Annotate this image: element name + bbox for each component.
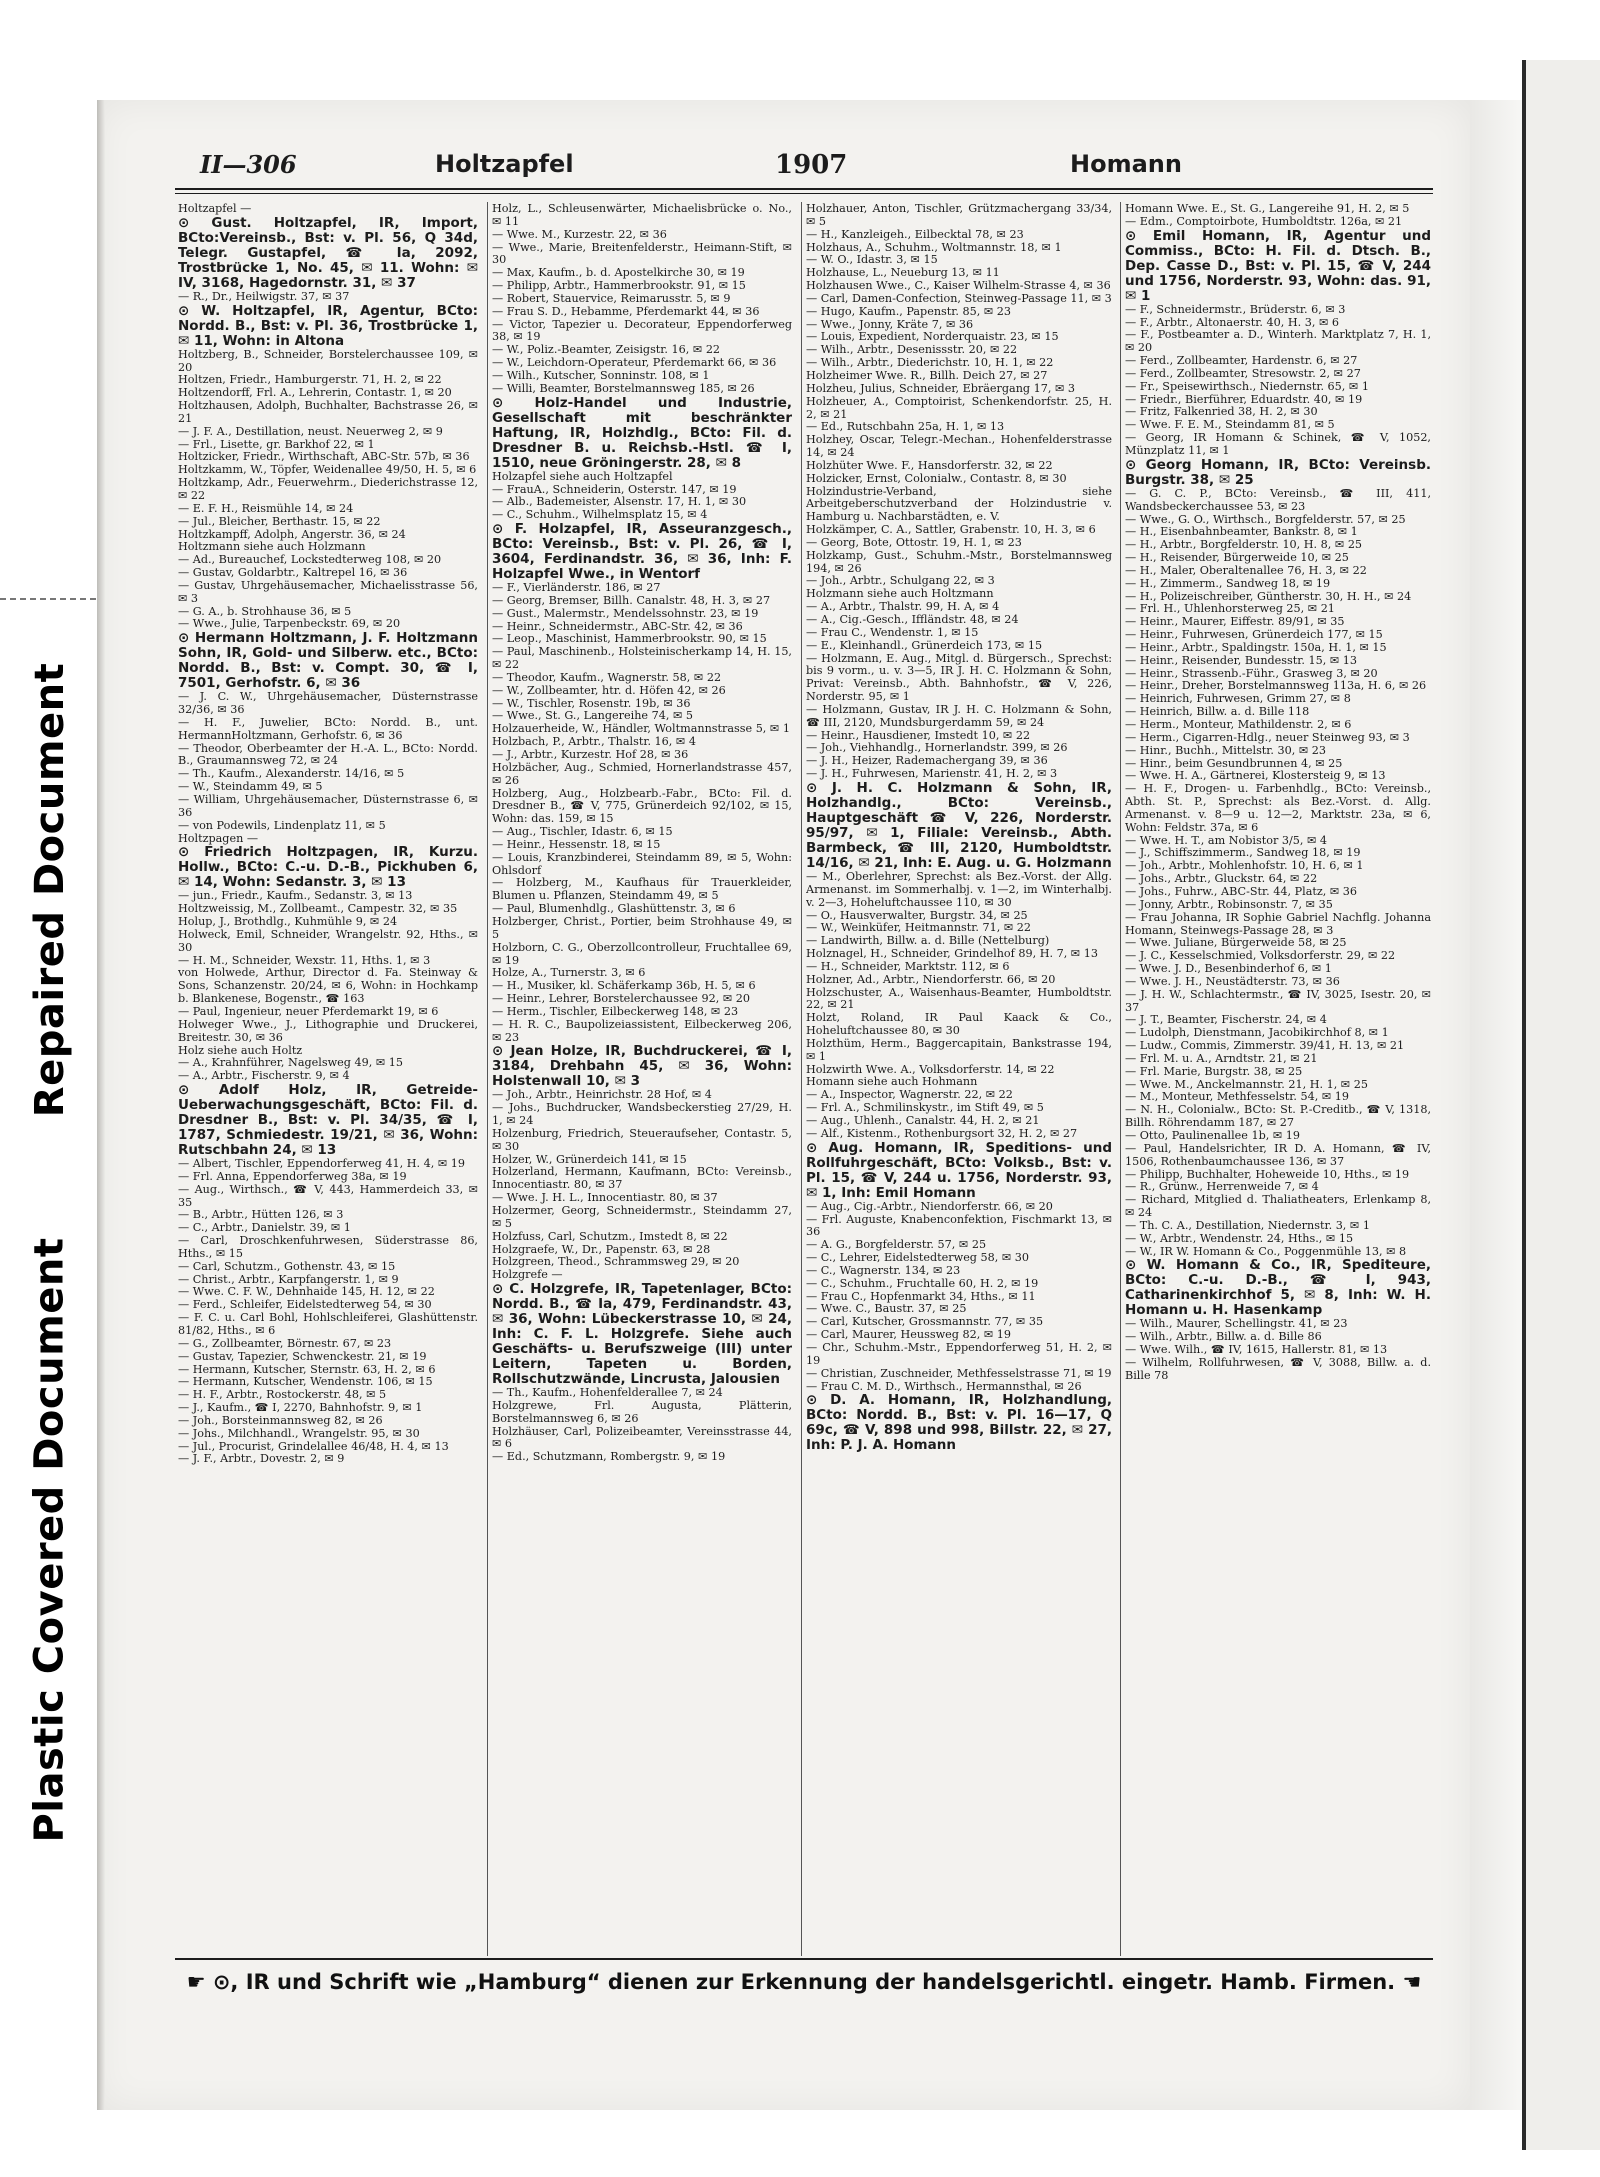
column-divider — [487, 202, 488, 1956]
directory-entry: — Joh., Arbtr., Heinrichstr. 28 Hof, ✉ 4 — [492, 1088, 712, 1102]
directory-entry: Holz siehe auch Holtz — [178, 1043, 303, 1057]
directory-entry: — Frl. M. u. A., Arndtstr. 21, ✉ 21 — [1125, 1051, 1318, 1065]
directory-entry: — G. A., b. Strohhause 36, ✉ 5 — [178, 604, 352, 618]
directory-entry: Holzer, W., Grünerdeich 141, ✉ 15 — [492, 1152, 687, 1166]
directory-entry: — Ludw., Commis, Zimmerstr. 39/41, H. 13, ✉ 21 — [1125, 1039, 1405, 1053]
directory-entry: Holtzweissig, M., Zollbeamt., Campestr. 32, ✉ 35 — [178, 902, 458, 916]
directory-entry: — H. M., Schneider, Wexstr. 11, Hths. 1, ✉ 3 — [178, 953, 431, 967]
directory-entry: — Theodor, Oberbeamter der H.-A. L., BCto: Nordd. B., Graumannsweg 72, ✉ 24 — [178, 741, 478, 768]
directory-entry: — W., Steindamm 49, ✉ 5 — [178, 780, 323, 794]
page-gutter — [1470, 100, 1522, 2110]
directory-entry: — Herm., Cigarren-Hdlg., neuer Steinweg 93, ✉ 3 — [1125, 730, 1410, 744]
directory-entry: — Th. C. A., Destillation, Niedernstr. 3, ✉ 1 — [1125, 1218, 1370, 1232]
directory-entry: Holzborn, C. G., Oberzollcontrolleur, Fruchtallee 69, ✉ 19 — [492, 940, 792, 967]
directory-entry: — Friedr., Bierführer, Eduardstr. 40, ✉ 19 — [1125, 392, 1363, 406]
directory-entry: — Holzberg, M., Kaufhaus für Trauerkleider, Blumen u. Pflanzen, Steindamm 49, ✉ 5 — [492, 876, 792, 903]
directory-entry: — R., Grünw., Herrenweide 7, ✉ 4 — [1125, 1180, 1319, 1194]
directory-entry: — H. F., Drogen- u. Farbenhdlg., BCto: Vereinsb., Abth. St. P., Sprechst: als Bez.-Vorst. d. Allg. Armenanst. v. 8—9 u. 12—2, Marktstr. 23a, ✉ 6, Wohn: Feldstr. 37a, ✉ 6 — [1125, 782, 1431, 834]
directory-column-3 — [806, 203, 1112, 1955]
directory-entry: — Frau C., Wendenstr. 1, ✉ 15 — [806, 625, 979, 639]
directory-entry: Holznagel, H., Schneider, Grindelhof 89, H. 7, ✉ 13 — [806, 947, 1098, 961]
directory-entry: — E. F. H., Reismühle 14, ✉ 24 — [178, 501, 354, 515]
directory-entry: — Christ., Arbtr., Karpfangerstr. 1, ✉ 9 — [178, 1272, 399, 1286]
directory-entry: — Paul, Handelsrichter, IR D. A. Homann, ☎ IV, 1506, Rothenbaumchaussee 136, ✉ 37 — [1125, 1141, 1431, 1168]
directory-entry: — Wwe., St. G., Langereihe 74, ✉ 5 — [492, 709, 693, 723]
page-number: II—306 — [200, 150, 297, 179]
directory-entry: — Heinr., Reisender, Bundesstr. 15, ✉ 13 — [1125, 653, 1358, 667]
directory-entry: Holtzapfel — — [178, 203, 252, 215]
directory-entry: Holzerland, Hermann, Kaufmann, BCto: Vereinsb., Innocentiastr. 80, ✉ 37 — [492, 1165, 792, 1192]
directory-entry: — J. F. A., Destillation, neust. Neuerweg 2, ✉ 9 — [178, 424, 443, 438]
directory-entry: — H., Kanzleigeh., Eilbecktal 78, ✉ 23 — [806, 227, 1024, 241]
directory-column-4 — [1125, 203, 1431, 1955]
directory-entry: — W., Weinküfer, Heitmannstr. 71, ✉ 22 — [806, 921, 1032, 935]
directory-entry: — Aug., Wirthsch., ☎ V, 443, Hammerdeich 33, ✉ 35 — [178, 1182, 478, 1209]
directory-entry: Holz, L., Schleusenwärter, Michaelisbrücke o. No., ✉ 11 — [492, 203, 792, 228]
directory-entry: — Aug., Cig.-Arbtr., Niendorferstr. 66, ✉ 20 — [806, 1199, 1053, 1213]
directory-entry: — Theodor, Kaufm., Wagnerstr. 58, ✉ 22 — [492, 670, 722, 684]
directory-entry: Holzheu, Julius, Schneider, Ebräergang 17, ✉ 3 — [806, 381, 1076, 395]
directory-entry: — Heinr., Maurer, Eiffestr. 89/91, ✉ 35 — [1125, 615, 1345, 629]
directory-column-1 — [178, 203, 478, 1955]
directory-entry: Holzhause, L., Neueburg 13, ✉ 11 — [806, 266, 1000, 280]
directory-entry: — Ed., Rutschbahn 25a, H. 1, ✉ 13 — [806, 420, 1005, 434]
directory-entry: — J. C. W., Uhrgehäusemacher, Düsternstrasse 32/36, ✉ 36 — [178, 690, 478, 717]
directory-entry: ⊙ J. H. C. Holzmann & Sohn, IR, Holzhandlg., BCto: Vereinsb., Hauptgeschäft ☎ V, 226, Norderstr. 95/97, ✉ 1, Filiale: Vereinsb., Abth. Barmbeck, ☎ III, 2120, Humboldtstr. 14/16, ✉ 21, Inh: E. Aug. u. G. Holzmann — [806, 779, 1112, 871]
directory-entry: — A., Arbtr., Fischerstr. 9, ✉ 4 — [178, 1069, 350, 1083]
dashed-marker — [0, 598, 96, 600]
directory-entry: — Frl. Auguste, Knabenconfektion, Fischmarkt 13, ✉ 36 — [806, 1212, 1112, 1239]
year: 1907 — [775, 150, 848, 180]
directory-entry: — jun., Friedr., Kaufm., Sedanstr. 3, ✉ 13 — [178, 889, 413, 903]
directory-entry: Holzgreen, Theod., Schrammsweg 29, ✉ 20 — [492, 1255, 740, 1269]
directory-entry: — Wilhelm, Rollfuhrwesen, ☎ V, 3088, Billw. a. d. Bille 78 — [1125, 1355, 1431, 1382]
directory-entry: — Gustav, Tapezier, Schwenckestr. 21, ✉ 19 — [178, 1349, 427, 1363]
directory-entry: — H., Reisender, Bürgerweide 10, ✉ 25 — [1125, 551, 1349, 565]
directory-entry: Holzhey, Oscar, Telegr.-Mechan., Hohenfelderstrasse 14, ✉ 24 — [806, 433, 1112, 460]
directory-entry: — Carl, Maurer, Heussweg 82, ✉ 19 — [806, 1328, 1012, 1342]
directory-entry: — Ferd., Schleifer, Eidelstedterweg 54, ✉ 30 — [178, 1298, 432, 1312]
directory-entry: — C., Lehrer, Eidelstedterweg 58, ✉ 30 — [806, 1251, 1030, 1265]
directory-entry: Holzenburg, Friedrich, Steueraufseher, Contastr. 5, ✉ 30 — [492, 1126, 792, 1153]
plastic-covered-text: Plastic Covered Document — [27, 1237, 73, 1843]
directory-entry: Holtzmann siehe auch Holzmann — [178, 540, 366, 554]
column-divider — [801, 202, 802, 1956]
directory-entry: — Heinr., Strassenb.-Führ., Grasweg 3, ✉ 20 — [1125, 666, 1378, 680]
directory-entry: — F., Arbtr., Altonaerstr. 40, H. 3, ✉ 6 — [1125, 315, 1339, 329]
directory-entry: — Heinrich, Fuhrwesen, Grimm 27, ✉ 8 — [1125, 692, 1351, 706]
repaired-document-text: Repaired Document — [27, 662, 73, 1118]
directory-entry: — Wilh., Kutscher, Sonninstr. 108, ✉ 1 — [492, 368, 710, 382]
directory-entry: Holtzhausen, Adolph, Buchhalter, Bachstrasse 26, ✉ 21 — [178, 399, 478, 425]
directory-entry: — Frau C. M. D., Wirthsch., Hermannsthal, ✉ 26 — [806, 1379, 1082, 1393]
directory-entry: — W., Tischler, Rosenstr. 19b, ✉ 36 — [492, 696, 691, 710]
directory-entry: — H., Zimmerm., Sandweg 18, ✉ 19 — [1125, 576, 1331, 590]
directory-entry: ⊙ D. A. Homann, IR, Holzhandlung, BCto: Nordd. B., Bst: v. Pl. 16—17, Q 69c, ☎ V, 898 und 998, Billstr. 22, ✉ 27, Inh: P. J. A. Homann — [806, 1392, 1112, 1454]
directory-entry: — H., Arbtr., Borgfelderstr. 10, H. 8, ✉ 25 — [1125, 538, 1363, 552]
directory-entry: — Fritz, Falkenried 38, H. 2, ✉ 30 — [1125, 405, 1318, 419]
directory-entry: Holze, A., Turnerstr. 3, ✉ 6 — [492, 966, 646, 980]
directory-entry: — Heinrich, Billw. a. d. Bille 118 — [1125, 705, 1310, 719]
directory-entry: — C., Schuhm., Wilhelmsplatz 15, ✉ 4 — [492, 508, 708, 522]
directory-entry: ⊙ Adolf Holz, IR, Getreide-Ueberwachungsgeschäft, BCto: Fil. d. Dresdner B., Bst: v. Pl. 34/35, ☎ I, 1787, Schmiedestr. 19/21, ✉ 36, Wohn: Rutschbahn 24, ✉ 13 — [178, 1082, 478, 1159]
directory-entry: — Christian, Zuschneider, Methfesselstrasse 71, ✉ 19 — [806, 1366, 1112, 1380]
column-divider — [1120, 202, 1121, 1956]
directory-entry: — Joh., Viehhandlg., Hornerlandstr. 399, ✉ 26 — [806, 741, 1068, 755]
directory-entry: — William, Uhrgehäusemacher, Düsternstrasse 6, ✉ 36 — [178, 793, 478, 819]
directory-entry: Holtzkamp, Adr., Feuerwehrm., Diederichstrasse 12, ✉ 22 — [178, 476, 478, 502]
directory-entry: — Wwe., G. O., Wirthsch., Borgfelderstr. 57, ✉ 25 — [1125, 512, 1406, 526]
directory-entry: Holzfuss, Carl, Schutzm., Imstedt 8, ✉ 22 — [492, 1229, 728, 1243]
directory-entry: — Heinr., Arbtr., Spaldingstr. 150a, H. 1, ✉ 15 — [1125, 640, 1387, 654]
directory-entry: ⊙ Holz-Handel und Industrie, Gesellschaft mit beschränkter Haftung, IR, Holzhdlg., BCto: Fil. d. Dresdner B. u. Reichsb.-Hstl. ☎ I, 1510, neue Gröningerstr. 28, ✉ 8 — [492, 394, 792, 471]
directory-entry: — Heinr., Hausdiener, Imstedt 10, ✉ 22 — [806, 728, 1031, 742]
directory-entry: — Georg, IR Homann & Schinek, ☎ V, 1052, Münzplatz 11, ✉ 1 — [1125, 431, 1431, 457]
directory-entry: Holweck, Emil, Schneider, Wrangelstr. 92, Hths., ✉ 30 — [178, 927, 478, 954]
directory-entry: — Holzmann, Gustav, IR J. H. C. Holzmann & Sohn, ☎ III, 2120, Mundsburgerdamm 59, ✉ 24 — [806, 702, 1112, 729]
directory-entry: — Chr., Schuhm.-Mstr., Eppendorferweg 51, H. 2, ✉ 19 — [806, 1340, 1112, 1367]
directory-entry: — Frau Johanna, IR Sophie Gabriel Nachflg. Johanna Homann, Steinwegs-Passage 28, ✉ 3 — [1125, 910, 1431, 937]
directory-entry: — Hinr., beim Gesundbrunnen 4, ✉ 25 — [1125, 756, 1343, 770]
directory-entry: — H., Schneider, Marktstr. 112, ✉ 6 — [806, 959, 1010, 973]
directory-entry: — Philipp, Arbtr., Hammerbrookstr. 91, ✉ 15 — [492, 279, 746, 293]
directory-entry: Holzauerheide, W., Händler, Woltmannstrasse 5, ✉ 1 — [492, 722, 790, 736]
directory-entry: — A., Cig.-Gesch., Iffländstr. 48, ✉ 24 — [806, 613, 1019, 626]
directory-entry: — Gustav, Goldarbtr., Kaltrepel 16, ✉ 36 — [178, 566, 408, 580]
directory-entry: — Frau C., Hopfenmarkt 34, Hths., ✉ 11 — [806, 1289, 1036, 1303]
directory-entry: — Hermann, Kutscher, Wendenstr. 106, ✉ 15 — [178, 1375, 433, 1389]
directory-entry: — Hugo, Kaufm., Papenstr. 85, ✉ 23 — [806, 304, 1012, 318]
directory-entry: — Leop., Maschinist, Hammerbrookstr. 90, ✉ 15 — [492, 632, 767, 646]
directory-entry: — Ludolph, Dienstmann, Jacobikirchhof 8, ✉ 1 — [1125, 1026, 1389, 1040]
directory-entry: — J., Arbtr., Kurzestr. Hof 28, ✉ 36 — [492, 748, 689, 761]
directory-entry: — Th., Kaufm., Alexanderstr. 14/16, ✉ 5 — [178, 767, 405, 781]
directory-entry: — C., Wagnerstr. 134, ✉ 23 — [806, 1263, 961, 1277]
adjacent-page-edge — [1522, 60, 1600, 2150]
directory-entry: — A., Inspector, Wagnerstr. 22, ✉ 22 — [806, 1088, 1013, 1102]
directory-entry: Homann siehe auch Hohmann — [806, 1075, 978, 1089]
directory-entry: — A. G., Borgfelderstr. 57, ✉ 25 — [806, 1238, 987, 1252]
directory-entry: Holtzen, Friedr., Hamburgerstr. 71, H. 2, ✉ 22 — [178, 373, 442, 387]
directory-entry: Holzgraefe, W., Dr., Papenstr. 63, ✉ 28 — [492, 1242, 711, 1256]
directory-entry: — Georg, Bote, Ottostr. 19, H. 1, ✉ 23 — [806, 535, 1022, 549]
directory-entry: Holzthüm, Herm., Baggercapitain, Bankstrasse 194, ✉ 1 — [806, 1036, 1112, 1063]
directory-entry: — Paul, Ingenieur, neuer Pferdemarkt 19, ✉ 6 — [178, 1004, 439, 1018]
directory-entry: — Richard, Mitglied d. Thaliatheaters, Erlenkamp 8, ✉ 24 — [1125, 1193, 1431, 1220]
directory-entry: — Wwe. M., Anckelmannstr. 21, H. 1, ✉ 25 — [1125, 1077, 1368, 1091]
directory-entry: — C., Arbtr., Danielstr. 39, ✉ 1 — [178, 1221, 351, 1235]
directory-entry: — Frl. Anna, Eppendorferweg 38a, ✉ 19 — [178, 1169, 407, 1183]
directory-entry: — N. H., Colonialw., BCto: St. P.-Creditb., ☎ V, 1318, Billh. Röhrendamm 187, ✉ 27 — [1125, 1103, 1431, 1130]
directory-entry: — H., Musiker, kl. Schäferkamp 36b, H. 5, ✉ 6 — [492, 979, 756, 993]
directory-entry: — Herm., Tischler, Eilbeckerweg 148, ✉ 23 — [492, 1004, 739, 1018]
directory-entry: — Landwirth, Billw. a. d. Bille (Nettelburg) — [806, 934, 1050, 948]
directory-entry: ⊙ Georg Homann, IR, BCto: Vereinsb. Burgstr. 38, ✉ 25 — [1125, 456, 1431, 488]
directory-entry: — Heinr., Fuhrwesen, Grünerdeich 177, ✉ 15 — [1125, 628, 1383, 642]
directory-entry: — Ad., Bureauchef, Lockstedterweg 108, ✉ 20 — [178, 553, 442, 567]
directory-entry: — W., Arbtr., Wendenstr. 24, Hths., ✉ 15 — [1125, 1231, 1354, 1245]
directory-entry: — W. O., Idastr. 3, ✉ 15 — [806, 253, 938, 267]
directory-entry: — Heinr., Hessenstr. 18, ✉ 15 — [492, 837, 661, 851]
directory-entry: Holzicker, Ernst, Colonialw., Contastr. 8, ✉ 30 — [806, 471, 1067, 485]
directory-entry: — Jul., Procurist, Grindelallee 46/48, H. 4, ✉ 13 — [178, 1439, 449, 1453]
directory-entry: — R., Dr., Heilwigstr. 37, ✉ 37 — [178, 289, 350, 303]
directory-entry: — H. F., Arbtr., Rostockerstr. 48, ✉ 5 — [178, 1388, 387, 1402]
directory-entry: — W., Zollbeamter, htr. d. Höfen 42, ✉ 26 — [492, 683, 726, 697]
directory-entry: Holtzkampff, Adolph, Angerstr. 36, ✉ 24 — [178, 527, 406, 541]
directory-entry: — H., Polizeischreiber, Güntherstr. 30, H. H., ✉ 24 — [1125, 589, 1412, 603]
directory-entry: Holzapfel siehe auch Holtzapfel — [492, 469, 673, 483]
directory-entry: Holtzicker, Friedr., Wirthschaft, ABC-Str. 57b, ✉ 36 — [178, 450, 470, 464]
directory-entry: — Georg, Bremser, Billh. Canalstr. 48, H. 3, ✉ 27 — [492, 593, 771, 607]
directory-entry: — Wwe., Marie, Breitenfelderstr., Heimann-Stift, ✉ 30 — [492, 240, 792, 267]
directory-entry: — A., Arbtr., Thalstr. 99, H. A, ✉ 4 — [806, 600, 1000, 614]
directory-entry: — J., Schiffszimmerm., Sandweg 18, ✉ 19 — [1125, 846, 1361, 860]
header-rule-thin — [175, 193, 1433, 194]
directory-entry: — H., Maler, Oberaltenallee 76, H. 3, ✉ 22 — [1125, 563, 1367, 577]
directory-entry: — Ferd., Zollbeamter, Stresowstr. 2, ✉ 27 — [1125, 366, 1361, 380]
directory-entry: Holzhauer, Anton, Tischler, Grützmachergang 33/34, ✉ 5 — [806, 203, 1112, 228]
directory-entry: — H. R. C., Baupolizeiassistent, Eilbeckerweg 206, ✉ 23 — [492, 1017, 792, 1044]
directory-entry: — J. H., Fuhrwesen, Marienstr. 41, H. 2, ✉ 3 — [806, 767, 1058, 781]
page-header — [200, 150, 1430, 184]
directory-entry: Holzhäuser, Carl, Polizeibeamter, Vereinsstrasse 44, ✉ 6 — [492, 1424, 792, 1451]
directory-entry: — Johs., Buchdrucker, Wandsbeckerstieg 27/29, H. 1, ✉ 24 — [492, 1101, 792, 1128]
directory-entry: — H., Eisenbahnbeamter, Bankstr. 8, ✉ 1 — [1125, 525, 1358, 539]
directory-entry: — Wilh., Maurer, Schellingstr. 41, ✉ 23 — [1125, 1317, 1348, 1331]
directory-entry: Holzheimer Wwe. R., Billh. Deich 27, ✉ 27 — [806, 368, 1048, 382]
directory-entry: — Johs., Arbtr., Gluckstr. 64, ✉ 22 — [1125, 872, 1318, 886]
directory-entry: — Paul, Blumenhdlg., Glashüttenstr. 3, ✉ 6 — [492, 902, 736, 916]
directory-entry: — F., Vierländerstr. 186, ✉ 27 — [492, 581, 661, 595]
directory-entry: — Wwe. F. E. M., Steindamm 81, ✉ 5 — [1125, 418, 1335, 432]
directory-entry: — Victor, Tapezier u. Decorateur, Eppendorferweg 38, ✉ 19 — [492, 317, 792, 344]
directory-entry: Holzbach, P., Arbtr., Thalstr. 16, ✉ 4 — [492, 735, 696, 749]
directory-entry: — J. C., Kesselschmied, Volksdorferstr. 29, ✉ 22 — [1125, 949, 1396, 963]
directory-entry: — C., Schuhm., Fruchtalle 60, H. 2, ✉ 19 — [806, 1276, 1039, 1290]
directory-entry: — Aug., Tischler, Idastr. 6, ✉ 15 — [492, 825, 673, 839]
directory-entry: Holweger Wwe., J., Lithographie und Druckerei, Breitestr. 30, ✉ 36 — [178, 1017, 478, 1044]
directory-entry: — F. C. u. Carl Bohl, Hohlschleiferei, Glashüttenstr. 81/82, Hths., ✉ 6 — [178, 1311, 478, 1337]
directory-entry: — Frl., Lisette, gr. Barkhof 22, ✉ 1 — [178, 437, 375, 451]
directory-entry: — Wwe. M., Kurzestr. 22, ✉ 36 — [492, 227, 667, 241]
directory-entry: — Frl. H., Uhlenhorsterweg 25, ✉ 21 — [1125, 602, 1335, 616]
directory-entry: ⊙ C. Holzgrefe, IR, Tapetenlager, BCto: Nordd. B., ☎ Ia, 479, Ferdinandstr. 43, ✉ 36, Wohn: Lübeckerstrasse 10, ✉ 24, Inh: C. F. L. Holzgrefe. Siehe auch Geschäfts- u. Berufszweige (III) unter Leitern, Tapeten u. Borden, Rollschutzwände, Lincrusta, Jalousien — [492, 1281, 792, 1388]
directory-entry: — G. C. P., BCto: Vereinsb., ☎ III, 411, Wandsbeckerchaussee 53, ✉ 23 — [1125, 486, 1431, 513]
directory-entry: — Wwe., Jonny, Kräte 7, ✉ 36 — [806, 317, 974, 331]
directory-entry: — Carl, Droschkenfuhrwesen, Süderstrasse 86, Hths., ✉ 15 — [178, 1234, 478, 1260]
footer-rule — [175, 1958, 1433, 1960]
directory-entry: — W., Leichdorn-Operateur, Pferdemarkt 66, ✉ 36 — [492, 356, 777, 370]
directory-entry: ⊙ W. Holtzapfel, IR, Agentur, BCto: Nordd. B., Bst: v. Pl. 36, Trostbrücke 1, ✉ 11, Wohn: in Altona — [178, 302, 478, 349]
directory-entry: Holzermer, Georg, Schneidermstr., Steindamm 27, ✉ 5 — [492, 1204, 792, 1230]
directory-entry: Holtzkamm, W., Töpfer, Weidenallee 49/50, H. 5, ✉ 6 — [178, 463, 477, 477]
directory-entry: — Jul., Bleicher, Berthastr. 15, ✉ 22 — [178, 514, 381, 528]
directory-entry: — A., Krahnführer, Nagelsweg 49, ✉ 15 — [178, 1056, 404, 1070]
directory-entry: — Alf., Kistenm., Rothenburgsort 32, H. 2, ✉ 27 — [806, 1126, 1078, 1140]
first-catchword: Holtzapfel — [435, 150, 574, 178]
directory-entry: Holzkamp, Gust., Schuhm.-Mstr., Borstelmannsweg 194, ✉ 26 — [806, 548, 1112, 575]
directory-entry: — F., Postbeamter a. D., Winterh. Marktplatz 7, H. 1, ✉ 20 — [1125, 328, 1431, 355]
directory-entry: — Carl, Kutscher, Grossmannstr. 77, ✉ 35 — [806, 1315, 1044, 1329]
repaired-document-label — [0, 540, 100, 1240]
directory-entry: — von Podewils, Lindenplatz 11, ✉ 5 — [178, 818, 386, 832]
directory-entry: — O., Hausverwalter, Burgstr. 34, ✉ 25 — [806, 908, 1028, 922]
directory-entry: — Heinr., Lehrer, Borstelerchaussee 92, ✉ 20 — [492, 992, 750, 1006]
directory-entry: Holtzendorff, Frl. A., Lehrerin, Contastr. 1, ✉ 20 — [178, 386, 452, 400]
directory-entry: — Wwe. J. D., Besenbinderhof 6, ✉ 1 — [1125, 962, 1332, 976]
directory-entry: von Holwede, Arthur, Director d. Fa. Steinway & Sons, Schanzenstr. 20/24, ✉ 6, Wohn: in Hochkamp b. Blankenese, Bogenstr., ☎ 163 — [178, 966, 478, 1006]
directory-entry: ⊙ Friedrich Holtzpagen, IR, Kurzu. Hollw., BCto: C.-u. D.-B., Pickhuben 6, ✉ 14, Wohn: Sedanstr. 3, ✉ 13 — [178, 844, 478, 891]
directory-entry: — M., Monteur, Methfesselstr. 54, ✉ 19 — [1125, 1090, 1350, 1104]
directory-entry: — Gust., Malermstr., Mendelssohnstr. 23, ✉ 19 — [492, 606, 759, 620]
directory-entry: — Wwe. H. A., Gärtnerei, Klostersteig 9, ✉ 13 — [1125, 769, 1386, 783]
directory-entry: — Jonny, Arbtr., Robinsonstr. 7, ✉ 35 — [1125, 897, 1333, 911]
directory-entry: — Aug., Uhlenh., Canalstr. 44, H. 2, ✉ 21 — [806, 1114, 1040, 1127]
directory-entry: — Joh., Arbtr., Mohlenhofstr. 10, H. 6, ✉ 1 — [1125, 859, 1364, 873]
directory-entry: — Wwe., Julie, Tarpenbeckstr. 69, ✉ 20 — [178, 617, 401, 631]
directory-entry: — Fr., Speisewirthsch., Niedernstr. 65, ✉ 1 — [1125, 379, 1369, 393]
directory-entry: ⊙ Aug. Homann, IR, Speditions- und Rollfuhrgeschäft, BCto: Volksb., Bst: v. Pl. 15, ☎ V, 244 u. 1756, Norderstr. 93, ✉ 1, Inh: Emil Homann — [806, 1139, 1112, 1201]
directory-entry: Homann Wwe. E., St. G., Langereihe 91, H. 2, ✉ 5 — [1125, 203, 1410, 215]
directory-entry: — Willi, Beamter, Borstelmannsweg 185, ✉ 26 — [492, 381, 755, 395]
directory-entry: — J. T., Beamter, Fischerstr. 24, ✉ 4 — [1125, 1013, 1327, 1027]
directory-column-2 — [492, 203, 792, 1955]
directory-entry: Holzmann siehe auch Holtzmann — [806, 587, 994, 601]
directory-entry: ⊙ Emil Homann, IR, Agentur und Commiss., BCto: H. Fil. d. Dtsch. B., Dep. Casse D., Bst: v. Pl. 15, ☎ V, 244 und 1756, Norderstr. 93, Wohn: das. 91, ✉ 1 — [1125, 227, 1431, 304]
directory-entry: Holzkämper, C. A., Sattler, Grabenstr. 10, H. 3, ✉ 6 — [806, 523, 1096, 537]
directory-entry: — Th., Kaufm., Hohenfelderallee 7, ✉ 24 — [492, 1386, 723, 1400]
directory-entry: — E., Kleinhandl., Grünerdeich 173, ✉ 15 — [806, 638, 1043, 652]
directory-entry: Holzschuster, A., Waisenhaus-Beamter, Humboldtstr. 22, ✉ 21 — [806, 985, 1112, 1012]
directory-entry: — Johs., Milchhandl., Wrangelstr. 95, ✉ 30 — [178, 1426, 420, 1440]
directory-entry: — W., IR W. Homann & Co., Poggenmühle 13, ✉ 8 — [1125, 1244, 1407, 1258]
directory-entry: — Wilh., Arbtr., Desenissstr. 20, ✉ 22 — [806, 343, 1018, 357]
directory-entry: — Hinr., Buchh., Mittelstr. 30, ✉ 23 — [1125, 743, 1327, 757]
directory-entry: — Heinr., Schneidermstr., ABC-Str. 42, ✉ 36 — [492, 619, 743, 633]
directory-entry: Holzt, Roland, IR Paul Kaack & Co., Hoheluftchaussee 80, ✉ 30 — [806, 1011, 1112, 1038]
directory-entry: — J. H. W., Schlachtermstr., ☎ IV, 3025, Isestr. 20, ✉ 37 — [1125, 987, 1431, 1014]
directory-entry: — Wwe. C. F. W., Dehnhaide 145, H. 12, ✉ 22 — [178, 1285, 435, 1299]
header-rule — [175, 188, 1433, 190]
directory-entry: Holzhüter Wwe. F., Hansdorferstr. 32, ✉ 22 — [806, 458, 1053, 472]
directory-entry: Holtzpagen — — [178, 831, 259, 845]
directory-entry: Holzberg, Aug., Holzbearb.-Fabr., BCto: Fil. d. Dresdner B., ☎ V, 775, Grünerdeich 92/102, ✉ 15, Wohn: das. 159, ✉ 15 — [492, 786, 792, 826]
directory-entry: — Philipp, Buchhalter, Hoheweide 10, Hths., ✉ 19 — [1125, 1167, 1410, 1181]
directory-entry: — Albert, Tischler, Eppendorferweg 41, H. 4, ✉ 19 — [178, 1157, 466, 1171]
directory-entry: — Ferd., Zollbeamter, Hardenstr. 6, ✉ 27 — [1125, 354, 1358, 368]
directory-entry: Holzgrewe, Frl. Augusta, Plätterin, Borstelmannsweg 6, ✉ 26 — [492, 1398, 792, 1425]
directory-entry: — Frl. Marie, Burgstr. 38, ✉ 25 — [1125, 1064, 1303, 1078]
directory-entry: — Heinr., Dreher, Borstelmannsweg 113a, H. 6, ✉ 26 — [1125, 679, 1427, 693]
directory-entry: — Wwe. H. T., am Nobistor 3/5, ✉ 4 — [1125, 833, 1328, 847]
directory-entry: ⊙ Gust. Holtzapfel, IR, Import, BCto:Vereinsb., Bst: v. Pl. 56, Q 34d, Telegr. Gustapfel, ☎ Ia, 2092, Trostbrücke 1, No. 45, ✉ 11. Wohn: ✉ IV, 3168, Hagedornstr. 31, ✉ 37 — [178, 214, 478, 291]
directory-entry: — M., Oberlehrer, Sprechst: als Bez.-Vorst. der Allg. Armenanst. im Sommerhalbj. v. 1—2, im Winterhalbj. v. 2—3, Hoheluftchaussee 110, ✉ 30 — [806, 869, 1112, 909]
directory-entry: Holtzberg, B., Schneider, Borstelerchaussee 109, ✉ 20 — [178, 347, 478, 374]
directory-entry: Holzberger, Christ., Portier, beim Strohhause 49, ✉ 5 — [492, 914, 792, 941]
directory-entry: — J. H., Heizer, Rademachergang 39, ✉ 36 — [806, 754, 1048, 768]
directory-entry: — Paul, Maschinenb., Holsteinischerkamp 14, H. 15, ✉ 22 — [492, 645, 792, 672]
directory-entry: — Edm., Comptoirbote, Humboldtstr. 126a, ✉ 21 — [1125, 214, 1403, 228]
directory-entry: — Wwe. J. H. L., Innocentiastr. 80, ✉ 37 — [492, 1191, 718, 1205]
directory-entry: Holzner, Ad., Arbtr., Niendorferstr. 66, ✉ 20 — [806, 972, 1056, 986]
directory-entry: — Wwe. Juliane, Bürgerweide 58, ✉ 25 — [1125, 936, 1347, 950]
directory-entry: — Frl. A., Schmilinskystr., im Stift 49, ✉ 5 — [806, 1101, 1044, 1115]
plastic-covered-label — [0, 1230, 100, 1850]
directory-entry: ⊙ Jean Holze, IR, Buchdruckerei, ☎ I, 3184, Drehbahn 45, ✉ 36, Wohn: Holstenwall 10, ✉ 3 — [492, 1043, 792, 1090]
directory-entry: — Wilh., Arbtr., Diederichstr. 10, H. 1, ✉ 22 — [806, 356, 1054, 370]
directory-entry: Holzbächer, Aug., Schmied, Hornerlandstrasse 457, ✉ 26 — [492, 760, 792, 787]
directory-entry: — G., Zollbeamter, Börnestr. 67, ✉ 23 — [178, 1336, 392, 1350]
directory-entry: — Johs., Fuhrw., ABC-Str. 44, Platz, ✉ 36 — [1125, 884, 1358, 898]
directory-entry: — Carl, Damen-Confection, Steinweg-Passage 11, ✉ 3 — [806, 291, 1112, 305]
directory-entry: — W., Poliz.-Beamter, Zeisigstr. 16, ✉ 22 — [492, 343, 721, 357]
directory-entry: Holzheuer, A., Comptoirist, Schenkendorfstr. 25, H. 2, ✉ 21 — [806, 394, 1112, 421]
directory-entry: — H. F., Juwelier, BCto: Nordd. B., unt. HermannHoltzmann, Gerhofstr. 6, ✉ 36 — [178, 715, 478, 742]
directory-entry: — J. F., Arbtr., Dovestr. 2, ✉ 9 — [178, 1452, 345, 1466]
directory-entry: Holzhaus, A., Schuhm., Woltmannstr. 18, ✉ 1 — [806, 240, 1062, 254]
last-catchword: Homann — [1070, 150, 1182, 178]
directory-entry: ⊙ Hermann Holtzmann, J. F. Holtzmann Sohn, IR, Gold- und Silberw. etc., BCto: Nordd. B., Bst: v. Compt. 30, ☎ I, 7501, Gerhofstr. 6, ✉ 36 — [178, 630, 478, 692]
directory-entry: — Alb., Bademeister, Alsenstr. 17, H. 1, ✉ 30 — [492, 495, 747, 509]
directory-entry: — J., Kaufm., ☎ I, 2270, Bahnhofstr. 9, ✉ 1 — [178, 1401, 423, 1415]
directory-entry: — Herm., Monteur, Mathildenstr. 2, ✉ 6 — [1125, 718, 1352, 731]
directory-entry: — B., Arbtr., Hütten 126, ✉ 3 — [178, 1208, 344, 1222]
directory-entry: — Ed., Schutzmann, Rombergstr. 9, ✉ 19 — [492, 1450, 726, 1464]
directory-entry: — Wwe. J. H., Neustädterstr. 73, ✉ 36 — [1125, 974, 1340, 988]
directory-entry: Holzgrefe — — [492, 1268, 563, 1282]
directory-entry: Holzindustrie-Verband, siehe Arbeitgeberschutzverband der Holzindustrie v. Hamburg u. Nachbarstädten, e. V. — [806, 484, 1112, 524]
directory-entry: Holup, J., Brothdlg., Kuhmühle 9, ✉ 24 — [178, 915, 398, 929]
directory-entry: — Louis, Expedient, Norderquaistr. 23, ✉ 15 — [806, 330, 1059, 344]
directory-entry: — Otto, Paulinenallee 1b, ✉ 19 — [1125, 1129, 1301, 1142]
directory-entry: Holzwirth Wwe. A., Volksdorferstr. 14, ✉ 22 — [806, 1062, 1055, 1076]
directory-entry: — Robert, Stauervice, Reimarusstr. 5, ✉ 9 — [492, 291, 731, 305]
directory-entry: — Hermann, Kutscher, Sternstr. 63, H. 2, ✉ 6 — [178, 1362, 436, 1376]
directory-entry: — F., Schneidermstr., Brüderstr. 6, ✉ 3 — [1125, 302, 1346, 316]
directory-entry: — Wwe. Wilh., ☎ IV, 1615, Hallerstr. 81, ✉ 13 — [1125, 1343, 1388, 1357]
directory-entry: — Joh., Arbtr., Schulgang 22, ✉ 3 — [806, 574, 995, 588]
directory-entry: — FrauA., Schneiderin, Osterstr. 147, ✉ 19 — [492, 482, 737, 496]
directory-entry: — Holzmann, E. Aug., Mitgl. d. Bürgersch., Sprechst: bis 9 vorm., u. v. 3—5, IR J. H. C. Holzmann & Sohn, Privat: Vereinsb., Abth. Bahnhofstr., ☎ V, 226, Norderstr. 95, ✉ 1 — [806, 651, 1112, 704]
directory-entry: — Joh., Borsteinmannsweg 82, ✉ 26 — [178, 1413, 383, 1427]
footer-note: ☛ ⊙, IR und Schrift wie „Hamburg“ dienen zur Erkennung der handelsgerichtl. eingetr. Hamb. Firmen. ☚ — [186, 1970, 1422, 1994]
page-edge-left — [97, 100, 105, 2110]
directory-entry: — Frau S. D., Hebamme, Pferdemarkt 44, ✉ 36 — [492, 304, 760, 318]
directory-entry: — Louis, Kranzbinderei, Steindamm 89, ✉ 5, Wohn: Ohlsdorf — [492, 850, 792, 877]
directory-entry: ⊙ F. Holzapfel, IR, Asseuranzgesch., BCto: Vereinsb., Bst: v. Pl. 26, ☎ I, 3604, Ferdinandstr. 36, ✉ 36, Inh: F. Holzapfel Wwe., in Wentorf — [492, 521, 792, 583]
directory-entry: Holzhausen Wwe., C., Kaiser Wilhelm-Strasse 4, ✉ 36 — [806, 279, 1111, 293]
directory-entry: ⊙ W. Homann & Co., IR, Spediteure, BCto: C.-u. D.-B., ☎ I, 943, Catharinenkirchhof 5, ✉ 8, Inh: W. H. Homann u. H. Hasenkamp — [1125, 1257, 1431, 1319]
directory-entry: — Gustav, Uhrgehäusemacher, Michaelisstrasse 56, ✉ 3 — [178, 578, 478, 605]
directory-entry: — Wwe. C., Baustr. 37, ✉ 25 — [806, 1302, 967, 1316]
directory-entry: — Max, Kaufm., b. d. Apostelkirche 30, ✉ 19 — [492, 266, 745, 280]
directory-entry: — Carl, Schutzm., Gothenstr. 43, ✉ 15 — [178, 1259, 396, 1273]
directory-entry: — Wilh., Arbtr., Billw. a. d. Bille 86 — [1125, 1330, 1322, 1344]
